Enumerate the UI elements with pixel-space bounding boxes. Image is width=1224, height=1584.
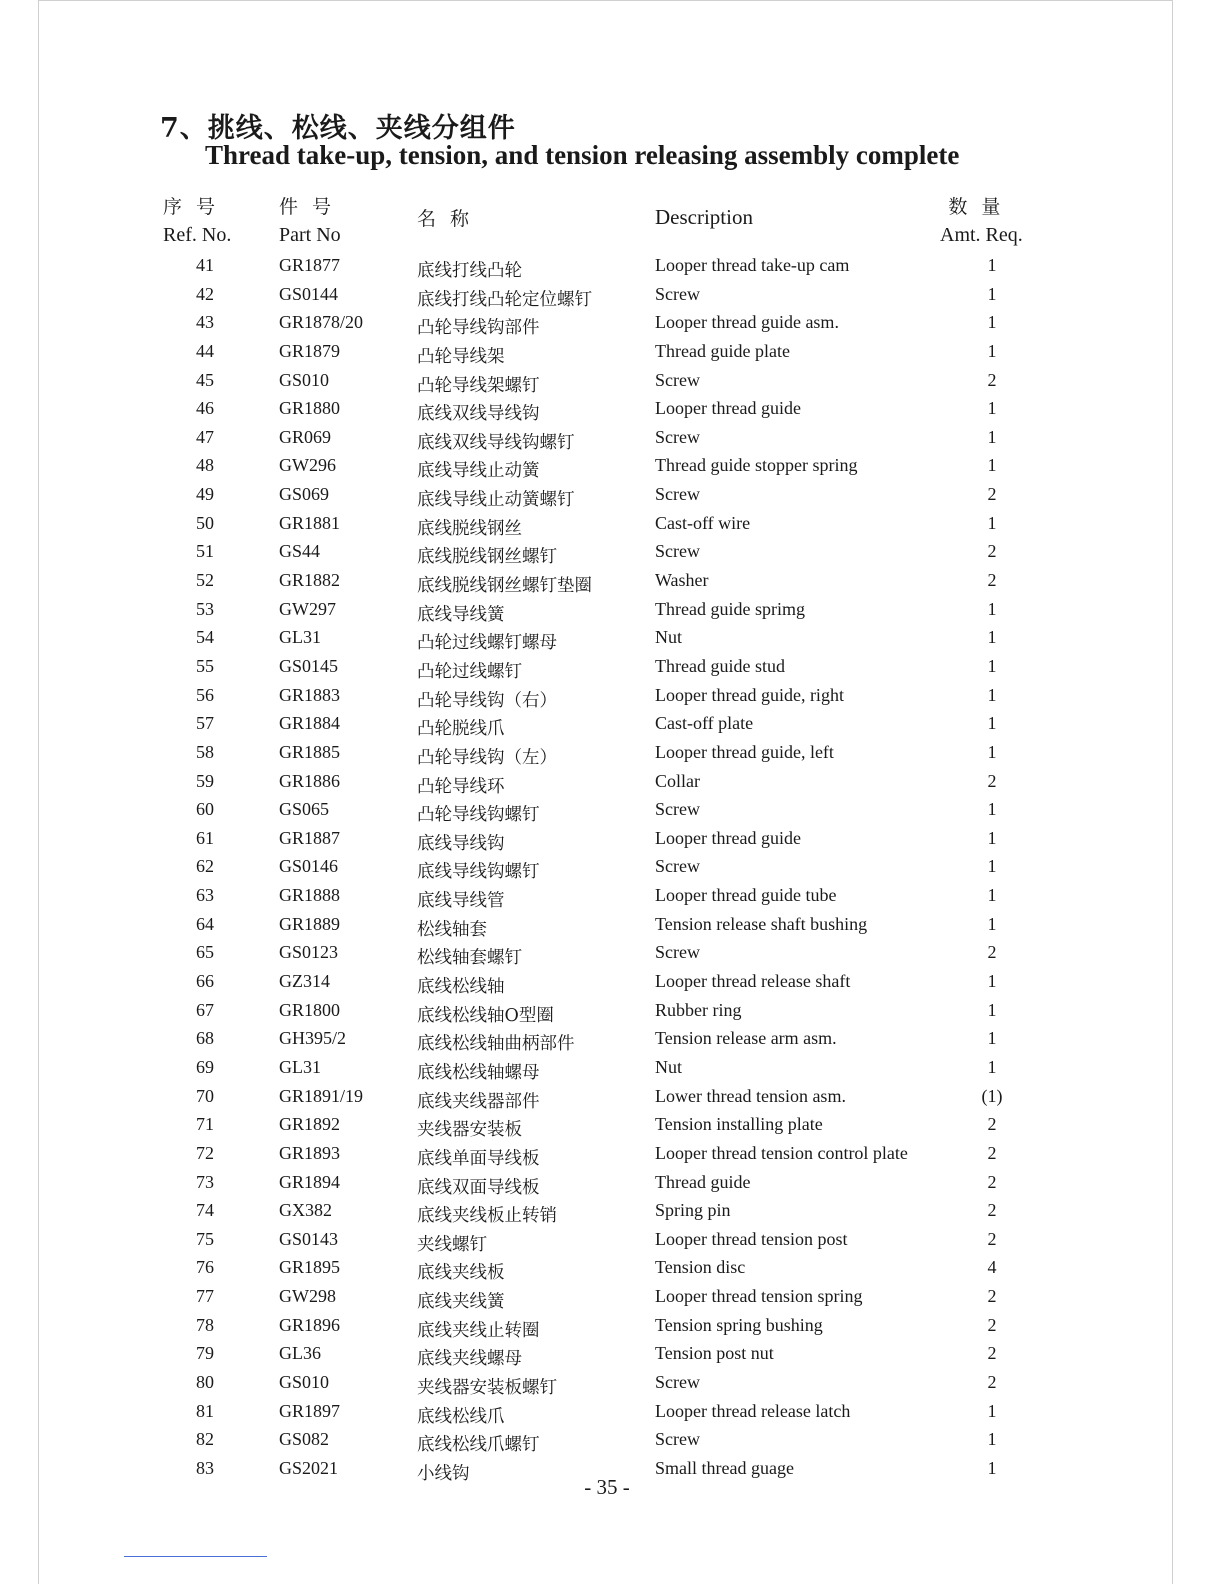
- table-row: [0, 451, 1224, 480]
- ref-no-cell: 83: [196, 1457, 214, 1478]
- ref-no-cell: 76: [196, 1257, 214, 1278]
- part-no-cell: GR1895: [279, 1257, 341, 1278]
- table-row: [0, 537, 1224, 566]
- part-no-cell: GW298: [279, 1286, 336, 1307]
- amount-cell: 1: [987, 1400, 997, 1421]
- ref-no-cell: 77: [196, 1286, 214, 1307]
- table-row: [0, 824, 1224, 853]
- table-row: [0, 1425, 1224, 1454]
- part-no-cell: GS010: [279, 1371, 330, 1392]
- amount-cell: 1: [987, 283, 997, 304]
- amount-cell: 2: [987, 1286, 997, 1307]
- part-no-cell: GR1892: [279, 1114, 341, 1135]
- table-row: [0, 938, 1224, 967]
- amount-cell: 1: [987, 913, 997, 934]
- name-cn-cell: 底线单面导线板: [417, 1148, 540, 1169]
- ref-no-cell: 70: [196, 1085, 214, 1106]
- description-cell: Tension disc: [655, 1257, 746, 1278]
- table-row: [0, 1339, 1224, 1368]
- part-no-cell: GR1885: [279, 741, 341, 762]
- ref-no-cell: 71: [196, 1114, 214, 1135]
- ref-no-cell: 56: [196, 684, 214, 705]
- header-amt-en: Amt. Req.: [940, 224, 1023, 246]
- part-no-cell: GR1893: [279, 1142, 341, 1163]
- amount-cell: 2: [987, 1314, 997, 1335]
- ref-no-cell: 65: [196, 942, 214, 963]
- table-row: [0, 1368, 1224, 1397]
- description-cell: Thread guide sprimg: [655, 598, 805, 619]
- amount-cell: 1: [987, 999, 997, 1020]
- part-no-cell: GL36: [279, 1343, 321, 1364]
- part-no-cell: GR1891/19: [279, 1085, 364, 1106]
- section-title-chinese: 7、挑线、松线、夹线分组件: [160, 113, 516, 144]
- part-no-cell: GR1896: [279, 1314, 341, 1335]
- description-cell: Screw: [655, 856, 700, 877]
- description-cell: Spring pin: [655, 1200, 731, 1221]
- name-cn-cell: 松线轴套: [417, 919, 487, 940]
- table-row: [0, 337, 1224, 366]
- table-row: [0, 366, 1224, 395]
- table-row: [0, 623, 1224, 652]
- amount-cell: 1: [987, 741, 997, 762]
- ref-no-cell: 47: [196, 426, 214, 447]
- part-no-cell: GR1880: [279, 398, 341, 419]
- ref-no-cell: 53: [196, 598, 214, 619]
- header-ref-no: [163, 193, 231, 249]
- part-no-cell: GR1894: [279, 1171, 341, 1192]
- ref-no-cell: 42: [196, 283, 214, 304]
- description-cell: Looper thread guide tube: [655, 885, 837, 906]
- ref-no-cell: 54: [196, 627, 214, 648]
- description-cell: Tension installing plate: [655, 1114, 823, 1135]
- name-cn-cell: 底线打线凸轮定位螺钉: [417, 289, 592, 310]
- amount-cell: 1: [987, 426, 997, 447]
- table-row: [0, 795, 1224, 824]
- page-number: - 35 -: [584, 1475, 630, 1499]
- part-no-cell: GR1883: [279, 684, 341, 705]
- description-cell: Cast-off plate: [655, 713, 754, 734]
- name-cn-cell: 底线松线爪: [417, 1406, 505, 1427]
- description-cell: Screw: [655, 1429, 700, 1450]
- amount-cell: 2: [987, 1371, 997, 1392]
- name-cn-cell: 底线夹线止转圈: [417, 1320, 540, 1341]
- part-no-cell: GL31: [279, 1056, 321, 1077]
- table-row: [0, 1196, 1224, 1225]
- ref-no-cell: 58: [196, 741, 214, 762]
- name-cn-cell: 底线松线轴曲柄部件: [417, 1034, 575, 1055]
- part-no-cell: GR1884: [279, 713, 341, 734]
- description-cell: Thread guide: [655, 1171, 751, 1192]
- description-cell: Looper thread tension control plate: [655, 1142, 908, 1163]
- header-name-cn: 名称: [417, 208, 484, 230]
- table-row: [0, 1311, 1224, 1340]
- header-name: [417, 205, 483, 233]
- ref-no-cell: 41: [196, 255, 214, 275]
- name-cn-cell: 底线双线导线钩: [417, 404, 540, 425]
- part-no-cell: GR1882: [279, 570, 341, 591]
- amount-cell: 2: [987, 1228, 997, 1249]
- description-cell: Small thread guage: [655, 1457, 794, 1478]
- ref-no-cell: 45: [196, 369, 214, 390]
- name-cn-cell: 底线导线止动簧螺钉: [417, 490, 575, 511]
- name-cn-cell: 底线夹线螺母: [417, 1349, 522, 1370]
- table-row: [0, 423, 1224, 452]
- table-row: [0, 910, 1224, 939]
- part-no-cell: GS082: [279, 1429, 330, 1450]
- amount-cell: 2: [987, 1114, 997, 1135]
- description-cell: Thread guide stopper spring: [655, 455, 858, 476]
- part-no-cell: GR1897: [279, 1400, 341, 1421]
- part-no-cell: GR1887: [279, 827, 341, 848]
- amount-cell: 2: [987, 541, 997, 562]
- table-row: [0, 738, 1224, 767]
- part-no-cell: GR1886: [279, 770, 341, 791]
- header-part-cn: 件号: [279, 196, 346, 218]
- name-cn-cell: 凸轮导线钩（左）: [417, 747, 557, 768]
- amount-cell: 4: [987, 1257, 997, 1278]
- name-cn-cell: 小线钩: [417, 1463, 470, 1484]
- amount-cell: 2: [987, 1142, 997, 1163]
- name-cn-cell: 底线导线簧: [417, 604, 505, 625]
- header-part-en: Part No: [279, 224, 341, 246]
- ref-no-cell: 48: [196, 455, 214, 476]
- amount-cell: (1): [981, 1085, 1003, 1106]
- ref-no-cell: 80: [196, 1371, 214, 1392]
- description-cell: Tension post nut: [655, 1343, 774, 1364]
- part-no-cell: GX382: [279, 1200, 332, 1221]
- description-cell: Looper thread tension spring: [655, 1286, 863, 1307]
- description-cell: Looper thread guide: [655, 398, 801, 419]
- amount-cell: 2: [987, 770, 997, 791]
- name-cn-cell: 底线导线管: [417, 891, 505, 912]
- description-cell: Looper thread take-up cam: [655, 255, 850, 275]
- ref-no-cell: 79: [196, 1343, 214, 1364]
- name-cn-cell: 凸轮导线环: [417, 776, 505, 797]
- name-cn-cell: 底线双面导线板: [417, 1177, 540, 1198]
- description-cell: Tension release arm asm.: [655, 1028, 837, 1049]
- amount-cell: 1: [987, 1056, 997, 1077]
- table-row: [0, 1024, 1224, 1053]
- description-cell: Nut: [655, 627, 682, 648]
- amount-cell: 1: [987, 1429, 997, 1450]
- description-cell: Looper thread release latch: [655, 1400, 851, 1421]
- header-amt-cn: 数量: [948, 196, 1015, 218]
- name-cn-cell: 底线松线爪螺钉: [417, 1435, 540, 1456]
- ref-no-cell: 82: [196, 1429, 214, 1450]
- amount-cell: 2: [987, 484, 997, 505]
- table-row: [0, 1253, 1224, 1282]
- part-no-cell: GS010: [279, 369, 330, 390]
- amount-cell: 1: [987, 255, 997, 275]
- amount-cell: 1: [987, 655, 997, 676]
- ref-no-cell: 51: [196, 541, 214, 562]
- ref-no-cell: 46: [196, 398, 214, 419]
- name-cn-cell: 底线松线轴: [417, 977, 505, 998]
- name-cn-cell: 底线脱线钢丝: [417, 518, 522, 539]
- ref-no-cell: 74: [196, 1200, 214, 1221]
- amount-cell: 2: [987, 1200, 997, 1221]
- description-cell: Washer: [655, 570, 709, 591]
- name-cn-cell: 凸轮导线架螺钉: [417, 375, 540, 396]
- name-cn-cell: 底线脱线钢丝螺钉垫圈: [417, 576, 592, 597]
- ref-no-cell: 55: [196, 655, 214, 676]
- name-cn-cell: 底线打线凸轮: [417, 261, 522, 281]
- name-cn-cell: 凸轮过线螺钉: [417, 661, 522, 682]
- name-cn-cell: 底线松线轴螺母: [417, 1062, 540, 1083]
- ref-no-cell: 64: [196, 913, 214, 934]
- part-no-cell: GS0145: [279, 655, 339, 676]
- name-cn-cell: 夹线器安装板: [417, 1120, 522, 1141]
- amount-cell: 1: [987, 827, 997, 848]
- ref-no-cell: 49: [196, 484, 214, 505]
- ref-no-cell: 69: [196, 1056, 214, 1077]
- description-cell: Screw: [655, 1371, 700, 1392]
- description-cell: Collar: [655, 770, 700, 791]
- amount-cell: 2: [987, 942, 997, 963]
- table-row: [0, 852, 1224, 881]
- description-cell: Looper thread guide asm.: [655, 312, 839, 333]
- ref-no-cell: 75: [196, 1228, 214, 1249]
- name-cn-cell: 凸轮过线螺钉螺母: [417, 633, 557, 654]
- part-no-cell: GS2021: [279, 1457, 339, 1478]
- amount-cell: 1: [987, 799, 997, 820]
- ref-no-cell: 67: [196, 999, 214, 1020]
- amount-cell: 1: [987, 856, 997, 877]
- amount-cell: 1: [987, 598, 997, 619]
- table-row: [0, 509, 1224, 538]
- table-row: [0, 280, 1224, 309]
- ref-no-cell: 43: [196, 312, 214, 333]
- amount-cell: 2: [987, 369, 997, 390]
- description-cell: Screw: [655, 283, 700, 304]
- ref-no-cell: 59: [196, 770, 214, 791]
- table-row: [0, 566, 1224, 595]
- description-cell: Screw: [655, 799, 700, 820]
- header-amount: [940, 193, 1023, 249]
- ref-no-cell: 50: [196, 512, 214, 533]
- part-no-cell: GS065: [279, 799, 330, 820]
- amount-cell: 1: [987, 340, 997, 361]
- table-row: [0, 1053, 1224, 1082]
- part-no-cell: GS44: [279, 541, 321, 562]
- part-no-cell: GS0146: [279, 856, 339, 877]
- table-row: [0, 1110, 1224, 1139]
- ref-no-cell: 63: [196, 885, 214, 906]
- table-row: [0, 767, 1224, 796]
- part-no-cell: GR069: [279, 426, 332, 447]
- ref-no-cell: 44: [196, 340, 214, 361]
- part-no-cell: GS0144: [279, 283, 339, 304]
- table-row: [0, 1168, 1224, 1197]
- parts-table: [0, 251, 1224, 1483]
- table-row: [0, 595, 1224, 624]
- description-cell: Nut: [655, 1056, 682, 1077]
- footer-link-line: [124, 1556, 267, 1557]
- amount-cell: 1: [987, 971, 997, 992]
- part-no-cell: GH395/2: [279, 1028, 346, 1049]
- amount-cell: 2: [987, 1343, 997, 1364]
- part-no-cell: GS069: [279, 484, 330, 505]
- ref-no-cell: 61: [196, 827, 214, 848]
- name-cn-cell: 底线脱线钢丝螺钉: [417, 547, 557, 568]
- table-row: [0, 1082, 1224, 1111]
- table-row: [0, 1282, 1224, 1311]
- description-cell: Thread guide plate: [655, 340, 790, 361]
- header-ref-en: Ref. No.: [163, 224, 232, 246]
- part-no-cell: GR1878/20: [279, 312, 364, 333]
- header-part-no: [279, 193, 345, 249]
- part-no-cell: GS0123: [279, 942, 339, 963]
- name-cn-cell: 底线夹线板止转销: [417, 1206, 557, 1227]
- description-cell: Looper thread guide: [655, 827, 801, 848]
- amount-cell: 1: [987, 627, 997, 648]
- description-cell: Tension release shaft bushing: [655, 913, 868, 934]
- description-cell: Looper thread guide, left: [655, 741, 834, 762]
- description-cell: Screw: [655, 942, 700, 963]
- table-row: [0, 251, 1224, 280]
- ref-no-cell: 60: [196, 799, 214, 820]
- table-row: [0, 308, 1224, 337]
- amount-cell: 1: [987, 512, 997, 533]
- description-cell: Looper thread guide, right: [655, 684, 844, 705]
- description-cell: Rubber ring: [655, 999, 742, 1020]
- amount-cell: 1: [987, 1028, 997, 1049]
- name-cn-cell: 夹线螺钉: [417, 1234, 487, 1255]
- ref-no-cell: 72: [196, 1142, 214, 1163]
- description-cell: Screw: [655, 541, 700, 562]
- name-cn-cell: 底线导线钩: [417, 833, 505, 854]
- description-cell: Tension spring bushing: [655, 1314, 823, 1335]
- amount-cell: 1: [987, 1457, 997, 1478]
- description-cell: Screw: [655, 484, 700, 505]
- description-cell: Looper thread tension post: [655, 1228, 848, 1249]
- name-cn-cell: 凸轮导线钩（右）: [417, 690, 557, 711]
- ref-no-cell: 57: [196, 713, 214, 734]
- table-row: [0, 1397, 1224, 1426]
- table-row: [0, 1139, 1224, 1168]
- ref-no-cell: 68: [196, 1028, 214, 1049]
- part-no-cell: GW296: [279, 455, 336, 476]
- name-cn-cell: 松线轴套螺钉: [417, 948, 522, 969]
- name-cn-cell: 凸轮脱线爪: [417, 719, 505, 740]
- ref-no-cell: 62: [196, 856, 214, 877]
- header-ref-cn: 序号: [163, 196, 230, 218]
- part-no-cell: GR1877: [279, 255, 341, 275]
- table-row: [0, 652, 1224, 681]
- name-cn-cell: 底线夹线簧: [417, 1292, 505, 1313]
- ref-no-cell: 78: [196, 1314, 214, 1335]
- amount-cell: 2: [987, 1171, 997, 1192]
- name-cn-cell: 夹线器安装板螺钉: [417, 1377, 557, 1398]
- amount-cell: 1: [987, 885, 997, 906]
- name-cn-cell: 底线夹线器部件: [417, 1091, 540, 1112]
- name-cn-cell: 底线双线导线钩螺钉: [417, 432, 575, 453]
- amount-cell: 1: [987, 684, 997, 705]
- ref-no-cell: 52: [196, 570, 214, 591]
- name-cn-cell: 底线夹线板: [417, 1263, 505, 1284]
- amount-cell: 2: [987, 570, 997, 591]
- description-cell: Looper thread release shaft: [655, 971, 851, 992]
- part-no-cell: GW297: [279, 598, 336, 619]
- name-cn-cell: 凸轮导线钩部件: [417, 318, 540, 339]
- part-no-cell: GZ314: [279, 971, 330, 992]
- table-row: [0, 480, 1224, 509]
- description-cell: Thread guide stud: [655, 655, 785, 676]
- ref-no-cell: 73: [196, 1171, 214, 1192]
- part-no-cell: GS0143: [279, 1228, 339, 1249]
- amount-cell: 1: [987, 455, 997, 476]
- name-cn-cell: 凸轮导线钩螺钉: [417, 805, 540, 826]
- section-title-english: Thread take-up, tension, and tension releasing assembly complete: [205, 140, 960, 170]
- table-row: [0, 394, 1224, 423]
- table-row: [0, 709, 1224, 738]
- table-row: [0, 881, 1224, 910]
- amount-cell: 1: [987, 398, 997, 419]
- part-no-cell: GR1881: [279, 512, 341, 533]
- description-cell: Lower thread tension asm.: [655, 1085, 846, 1106]
- part-no-cell: GR1889: [279, 913, 341, 934]
- table-row: [0, 967, 1224, 996]
- name-cn-cell: 底线导线钩螺钉: [417, 862, 540, 883]
- table-row: [0, 681, 1224, 710]
- description-cell: Cast-off wire: [655, 512, 751, 533]
- ref-no-cell: 81: [196, 1400, 214, 1421]
- name-cn-cell: 底线导线止动簧: [417, 461, 540, 482]
- amount-cell: 1: [987, 312, 997, 333]
- header-description: Description: [655, 205, 753, 229]
- description-cell: Screw: [655, 426, 700, 447]
- ref-no-cell: 66: [196, 971, 214, 992]
- part-no-cell: GR1888: [279, 885, 341, 906]
- table-row: [0, 1225, 1224, 1254]
- part-no-cell: GR1879: [279, 340, 341, 361]
- amount-cell: 1: [987, 713, 997, 734]
- name-cn-cell: 凸轮导线架: [417, 346, 505, 367]
- description-cell: Screw: [655, 369, 700, 390]
- name-cn-cell: 底线松线轴O型圈: [417, 1005, 554, 1026]
- part-no-cell: GL31: [279, 627, 321, 648]
- part-no-cell: GR1800: [279, 999, 341, 1020]
- table-row: [0, 996, 1224, 1025]
